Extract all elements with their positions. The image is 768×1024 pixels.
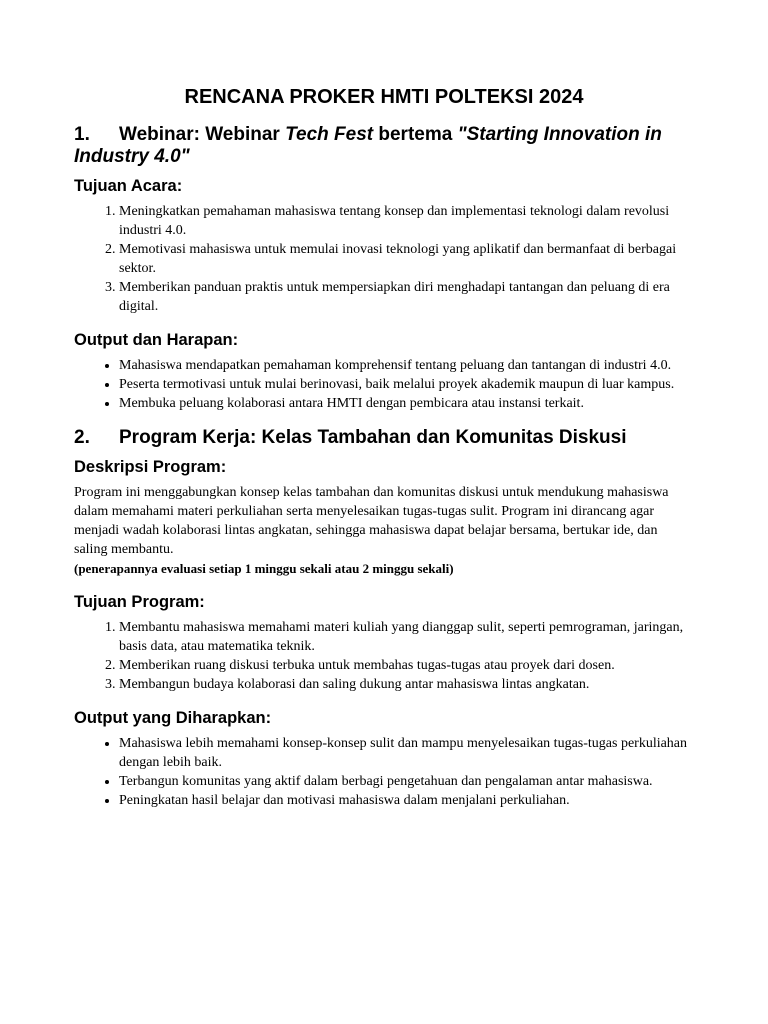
document-title: RENCANA PROKER HMTI POLTEKSI 2024 xyxy=(184,86,584,108)
deskripsi-program-text: Program ini menggabungkan konsep kelas tambahan dan komunitas diskusi untuk mendukung mahasiswa dalam memahami materi perkuliahan serta menyelesaikan tugas-tugas sulit. Program ini dirancang agar menjadi wadah kolaborasi lintas angkatan, sehingga mahasiswa dapat belajar bersama, bertukar ide, dan saling membantu. xyxy=(74,485,669,557)
document-page xyxy=(74,84,694,820)
list-item: 1. Meningkatkan pemahaman mahasiswa tentang konsep dan implementasi teknologi dalam revolusi industri 4.0. xyxy=(119,202,694,240)
tujuan-program-list xyxy=(74,618,694,694)
deskripsi-program-note: (penerapannya evaluasi setiap 1 minggu sekali atau 2 minggu sekali) xyxy=(74,561,454,576)
list-item: • Peserta termotivasi untuk mulai berinovasi, baik melalui proyek akademik maupun di luar kampus. xyxy=(119,375,694,394)
list-item: 2. Memotivasi mahasiswa untuk memulai inovasi teknologi yang aplikatif dan bermanfaat di berbagai sektor. xyxy=(119,240,694,278)
output-diharapkan-list xyxy=(74,734,694,810)
list-item: 1. Membantu mahasiswa memahami materi kuliah yang dianggap sulit, seperti pemrograman, jaringan, basis data, atau matematika teknik. xyxy=(119,618,694,656)
section-2-number: 2. xyxy=(74,427,90,448)
list-item: 2. Memberikan ruang diskusi terbuka untuk membahas tugas-tugas atau proyek dari dosen. xyxy=(119,656,694,675)
list-item: • Mahasiswa lebih memahami konsep-konsep sulit dan mampu menyelesaikan tugas-tugas perkuliahan dengan lebih baik. xyxy=(119,734,694,772)
tujuan-acara-heading: Tujuan Acara: xyxy=(74,177,183,195)
list-item: • Peningkatan hasil belajar dan motivasi mahasiswa dalam menjalani perkuliahan. xyxy=(119,791,694,810)
output-diharapkan-heading: Output yang Diharapkan: xyxy=(74,709,272,727)
section-1-theme: "Starting Innovation in Industry 4.0" xyxy=(74,124,662,167)
list-item: • Membuka peluang kolaborasi antara HMTI dengan pembicara atau instansi terkait. xyxy=(119,394,694,413)
section-1-heading xyxy=(74,124,694,168)
output-harapan-list xyxy=(74,356,694,413)
tujuan-program-heading: Tujuan Program: xyxy=(74,593,205,611)
list-item: • Terbangun komunitas yang aktif dalam berbagi pengetahuan dan pengalaman antar mahasiswa. xyxy=(119,772,694,791)
list-item: 3. Memberikan panduan praktis untuk mempersiapkan diri menghadapi tantangan dan peluang di era digital. xyxy=(119,278,694,316)
tujuan-acara-list xyxy=(74,202,694,316)
section-2-title: Program Kerja: Kelas Tambahan dan Komunitas Diskusi xyxy=(119,427,627,448)
section-1-number: 1. xyxy=(74,124,90,145)
section-1-middle: bertema xyxy=(373,124,458,145)
list-item: • Mahasiswa mendapatkan pemahaman komprehensif tentang peluang dan tantangan di industri 4.0. xyxy=(119,356,694,375)
list-item: 3. Membangun budaya kolaborasi dan saling dukung antar mahasiswa lintas angkatan. xyxy=(119,675,694,694)
output-harapan-heading: Output dan Harapan: xyxy=(74,331,239,349)
section-1-prefix: Webinar: Webinar xyxy=(119,124,286,145)
section-2-heading xyxy=(74,427,694,449)
section-1-event-name: Tech Fest xyxy=(285,124,374,145)
deskripsi-program-heading: Deskripsi Program: xyxy=(74,458,227,476)
